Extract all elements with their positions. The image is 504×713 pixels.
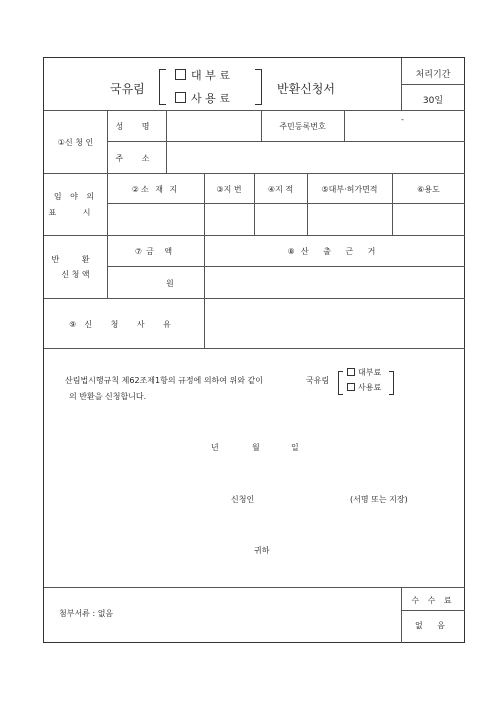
area-field[interactable] (255, 204, 306, 234)
checkbox-icon[interactable] (347, 383, 355, 391)
date-day-label: 일 (291, 443, 299, 452)
column-lot-number: ③지 번 (216, 185, 242, 194)
resident-number-value[interactable]: - (401, 115, 404, 124)
statement-option-usage: 사용료 (347, 382, 381, 393)
forest-section-label-1: 임 야 의 (53, 192, 98, 201)
right-bracket (255, 69, 262, 105)
calculation-basis-label: ⑧산 출 근 거 (287, 247, 382, 256)
amount-field[interactable] (108, 267, 203, 297)
calculation-basis-field[interactable] (205, 267, 464, 297)
statement-line1: 산림법시행규칙 제62조제1항의 규정에 의하여 위와 같이 (65, 376, 263, 385)
checkbox-icon[interactable] (175, 92, 186, 103)
checkbox-icon[interactable] (175, 69, 186, 80)
column-purpose: ⑥용도 (417, 185, 440, 194)
title-option-rent: 대 부 료 (175, 67, 230, 83)
recipient-label: 귀하 (254, 546, 270, 555)
statement-option-rent: 대부료 (347, 367, 381, 378)
attachments-note: 첨부서류 : 없음 (59, 609, 114, 618)
reason-label: ⑨신 청 사 유 (69, 320, 179, 329)
column-location: ②소 재 지 (131, 185, 180, 194)
resident-number-label: 주민등록번호 (279, 122, 326, 131)
statement-right-bracket (389, 371, 394, 395)
fee-value: 없 음 (415, 621, 451, 630)
date-month-label: 월 (252, 443, 260, 452)
signature-note: (서명 또는 지장) (350, 495, 408, 504)
refund-section-label-1: 반 환 (51, 255, 100, 264)
fee-label: 수 수 료 (411, 596, 455, 605)
address-field[interactable] (167, 142, 464, 172)
purpose-field[interactable] (393, 204, 464, 234)
processing-period-value: 30일 (422, 96, 444, 106)
amount-unit: 원 (166, 279, 174, 288)
applicant-signature-label: 신청인 (231, 495, 255, 504)
lease-area-field[interactable] (308, 204, 391, 234)
checkbox-icon[interactable] (347, 368, 355, 376)
refund-section-label-2: 신 청 액 (61, 270, 90, 279)
left-bracket (159, 69, 166, 105)
name-field[interactable] (167, 111, 260, 140)
title-suffix: 반환신청서 (277, 82, 335, 96)
date-year-label: 년 (211, 443, 219, 452)
amount-label: ⑦금 액 (134, 247, 177, 256)
lot-number-field[interactable] (205, 204, 253, 234)
name-label: 성 명 (115, 122, 158, 131)
column-lease-area: ⑤대부·허가면적 (321, 185, 378, 194)
reason-field[interactable] (205, 299, 464, 347)
address-label: 주 소 (115, 154, 158, 163)
statement-left-bracket (338, 371, 343, 395)
statement-line2: 의 반환을 신청합니다. (69, 392, 147, 401)
refund-application-form (43, 57, 465, 643)
processing-period-label: 처리기간 (415, 70, 451, 80)
title-option-usage: 사 용 료 (175, 90, 230, 106)
statement-prefix: 국유림 (306, 376, 330, 385)
forest-section-label-2: 표 시 (48, 208, 103, 217)
applicant-section-label: ①신 청 인 (57, 138, 94, 147)
title-prefix: 국유림 (110, 82, 145, 96)
column-area: ④지 적 (267, 185, 294, 194)
location-field[interactable] (108, 204, 203, 234)
